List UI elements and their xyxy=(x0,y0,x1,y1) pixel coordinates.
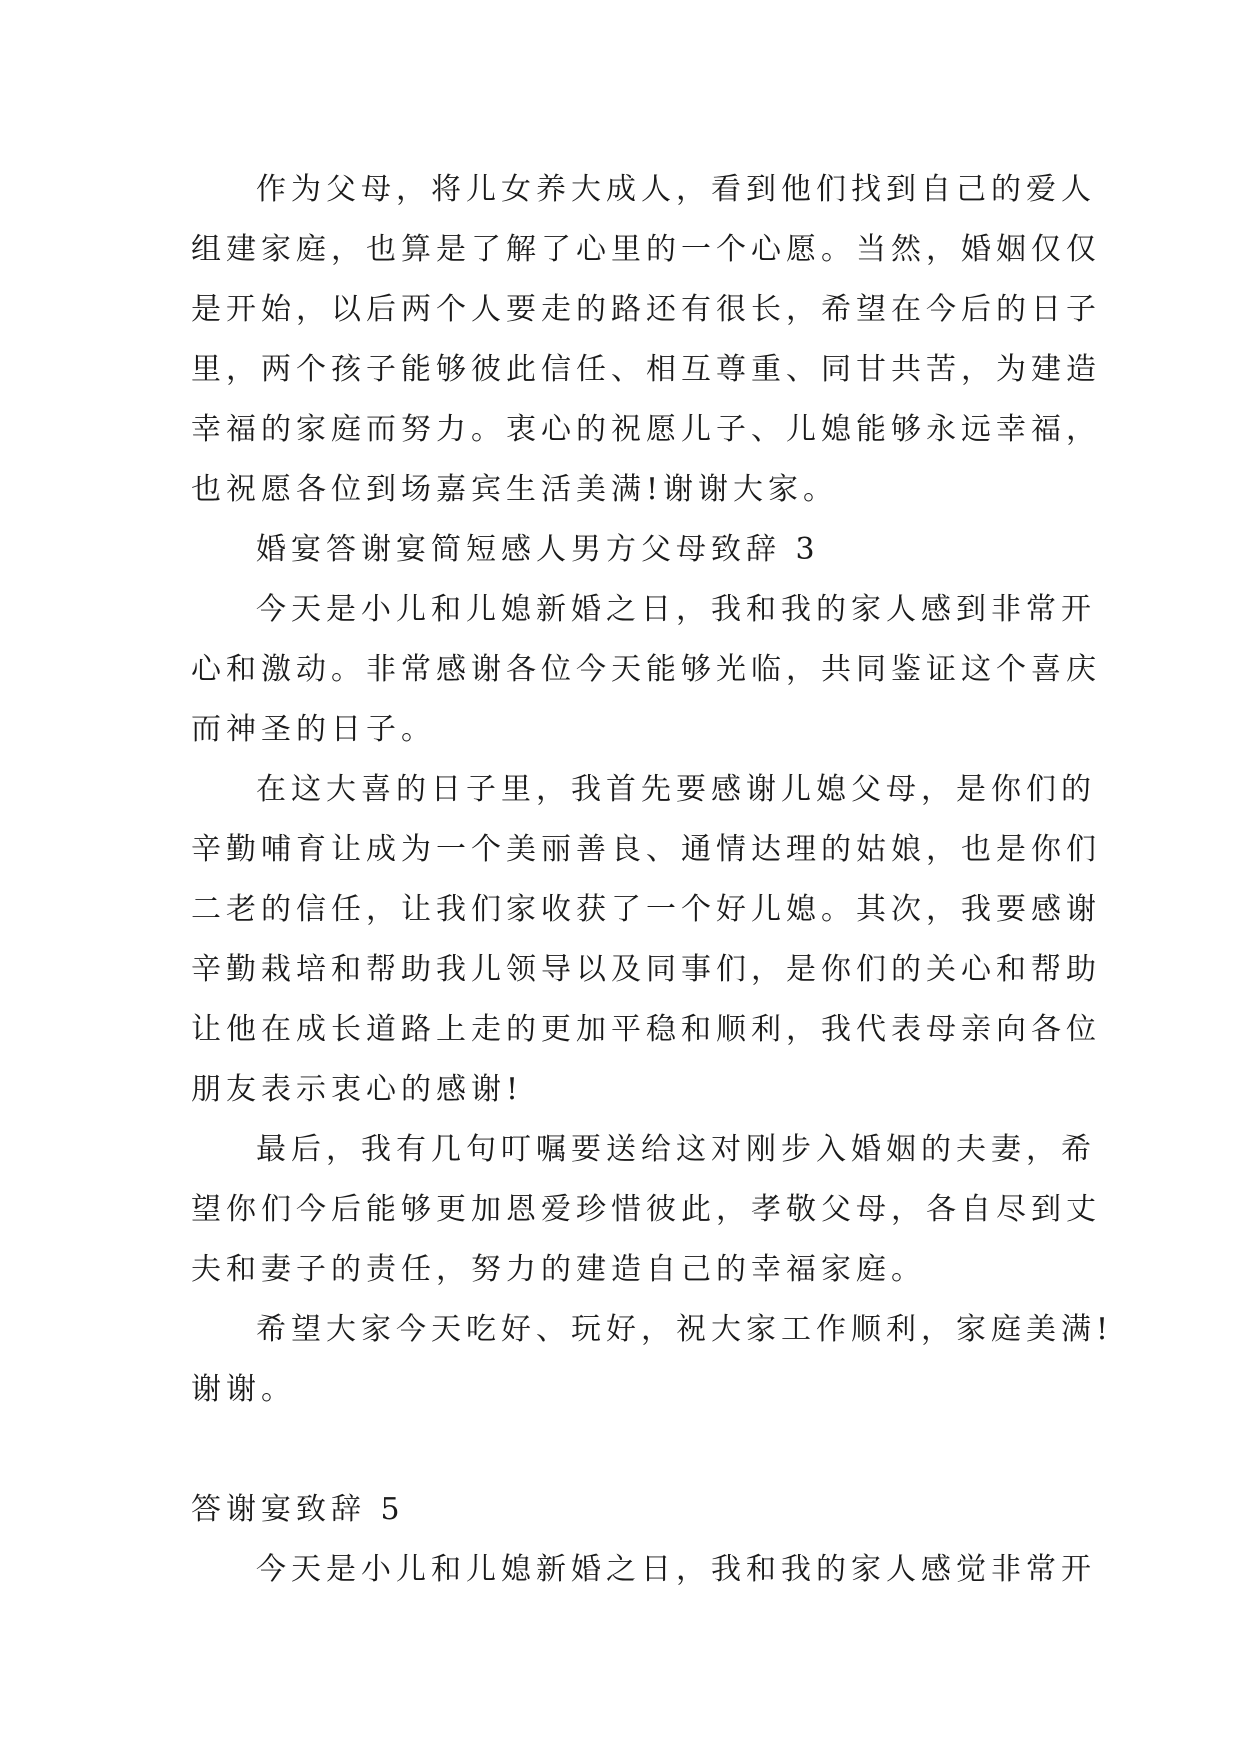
paragraph-line: 是开始，以后两个人要走的路还有很长，希望在今后的日子 xyxy=(191,292,1101,327)
paragraph-line: 幸福的家庭而努力。衷心的祝愿儿子、儿媳能够永远幸福， xyxy=(191,412,1101,447)
paragraph-line: 心和激动。非常感谢各位今天能够光临，共同鉴证这个喜庆 xyxy=(191,652,1101,687)
paragraph-line: 作为父母，将儿女养大成人，看到他们找到自己的爱人 xyxy=(256,172,1096,207)
paragraph-line: 辛勤哺育让成为一个美丽善良、通情达理的姑娘，也是你们 xyxy=(191,832,1101,867)
paragraph-line: 组建家庭，也算是了解了心里的一个心愿。当然，婚姻仅仅 xyxy=(191,232,1101,267)
paragraph-line: 希望大家今天吃好、玩好，祝大家工作顺利，家庭美满! xyxy=(256,1312,1114,1347)
paragraph-line: 也祝愿各位到场嘉宾生活美满!谢谢大家。 xyxy=(191,472,839,507)
paragraph-line: 而神圣的日子。 xyxy=(191,712,436,747)
paragraph-line: 让他在成长道路上走的更加平稳和顺利，我代表母亲向各位 xyxy=(191,1012,1101,1047)
paragraph-line: 望你们今后能够更加恩爱珍惜彼此，孝敬父母，各自尽到丈 xyxy=(191,1192,1101,1227)
section-heading: 答谢宴致辞 5 xyxy=(191,1492,405,1527)
paragraph-line: 里，两个孩子能够彼此信任、相互尊重、同甘共苦，为建造 xyxy=(191,352,1101,387)
paragraph-line: 今天是小儿和儿媳新婚之日，我和我的家人感觉非常开 xyxy=(256,1552,1096,1587)
paragraph-line: 谢谢。 xyxy=(191,1372,296,1407)
paragraph-line: 最后，我有几句叮嘱要送给这对刚步入婚姻的夫妻，希 xyxy=(256,1132,1096,1167)
paragraph-line: 二老的信任，让我们家收获了一个好儿媳。其次，我要感谢 xyxy=(191,892,1101,927)
paragraph-line: 辛勤栽培和帮助我儿领导以及同事们，是你们的关心和帮助 xyxy=(191,952,1101,987)
paragraph-line: 在这大喜的日子里，我首先要感谢儿媳父母，是你们的 xyxy=(256,772,1096,807)
paragraph-line: 朋友表示衷心的感谢! xyxy=(191,1072,524,1107)
section-heading: 婚宴答谢宴简短感人男方父母致辞 3 xyxy=(256,532,820,567)
paragraph-line: 夫和妻子的责任，努力的建造自己的幸福家庭。 xyxy=(191,1252,926,1287)
paragraph-line: 今天是小儿和儿媳新婚之日，我和我的家人感到非常开 xyxy=(256,592,1096,627)
